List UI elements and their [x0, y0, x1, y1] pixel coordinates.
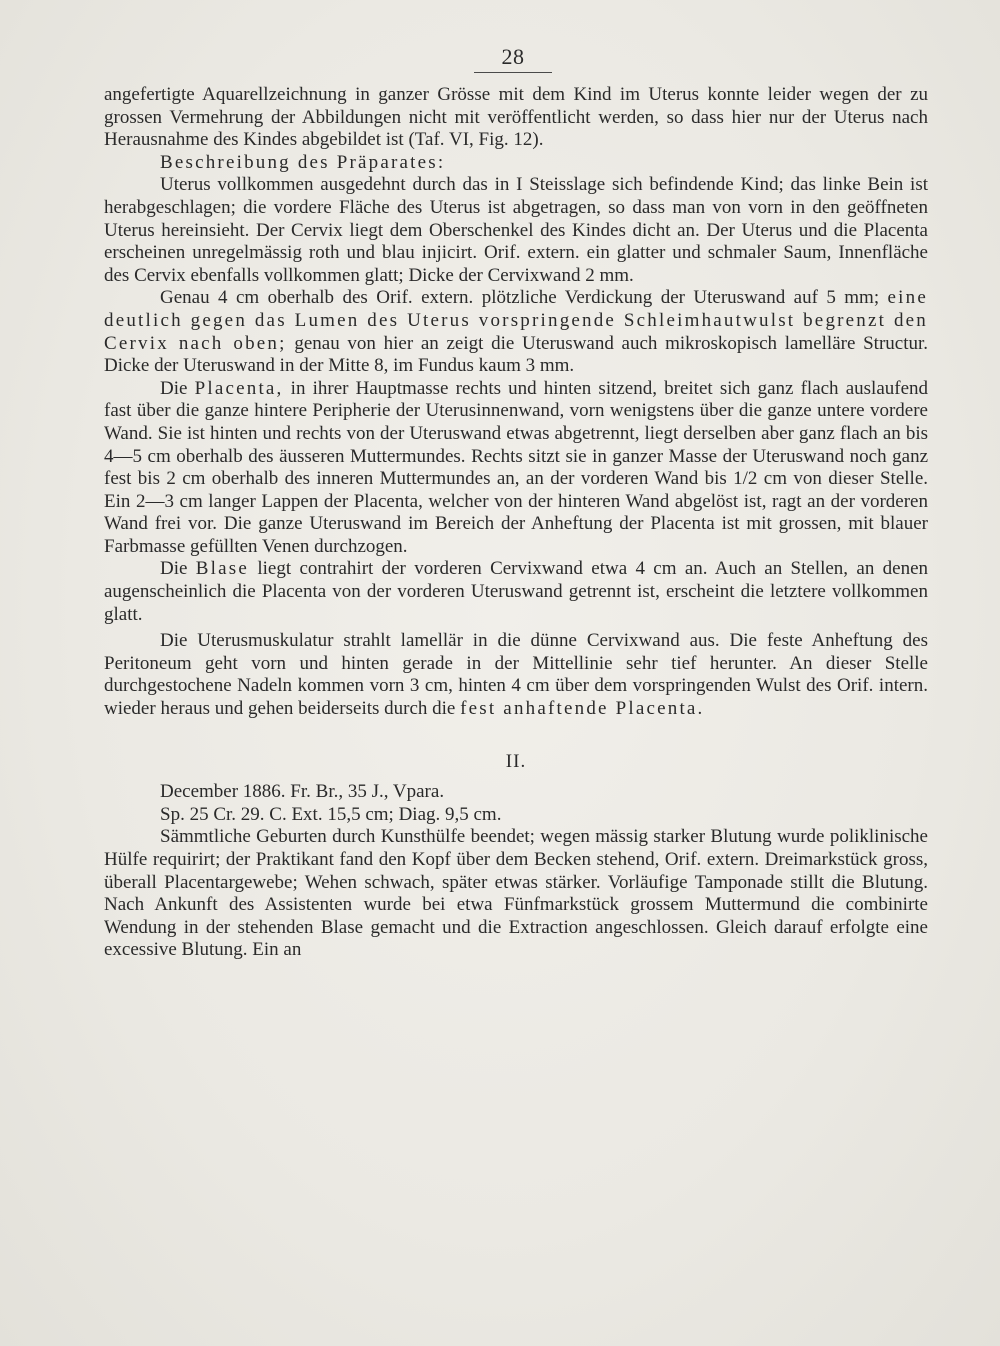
text-run: liegt contrahirt der vorderen Cervixwand etwa 4 cm an. Auch an Stellen, an denen augenscheinlich die Placenta von der vorderen Uteruswand getrennt ist, erscheint die letztere vollkommen glatt.	[104, 558, 929, 625]
text-run-spaced: Placenta,	[194, 377, 284, 399]
text-run: Die	[160, 558, 188, 580]
case-line-date: December 1886. Fr. Br., 35 J., Vpara.	[160, 781, 445, 803]
text-run: Die Uterusmuskulatur strahlt lamellär in die dünne Cervixwand aus. Die feste Anheftung des Peritoneum geht vorn und hinten gerade in der Mittellinie sehr tief herunter. An dieser Stelle durchgestochene Nadeln kommen vorn 3 cm, hinten 4 cm über dem vorspringenden Wulst des Orif. intern. wieder heraus und gehen beiderseits durch die	[104, 630, 928, 720]
page-number-rule	[474, 72, 552, 73]
case-line-measurements: Sp. 25 Cr. 29. C. Ext. 15,5 cm; Diag. 9,5 cm.	[160, 803, 502, 825]
paragraph-cervix-thickening	[104, 287, 928, 377]
text-run-spaced: fest anhaftende Placenta.	[460, 698, 705, 720]
body-text	[104, 84, 928, 962]
section-heading	[104, 152, 928, 175]
text-run: Die	[160, 377, 188, 399]
text-run: in ihrer Hauptmasse rechts und hinten sitzend, breitet sich ganz flach auslaufend fast über die ganze hintere Peripherie der Uterusinnenwand, vorn wenigstens über die ganze untere vordere Wand. Sie ist hinten und rechts von der Uteruswand etwas abgetrennt, liegt derselben aber ganz flach an bis 4—5 cm oberhalb des äusseren Muttermundes. Rechts sitzt sie in ganzer Masse der Uteruswand noch ganz fest bis 2 cm oberhalb des inneren Muttermundes an, an der vorderen Wand bis	[104, 377, 929, 490]
text-run-spaced: Blase	[195, 558, 249, 580]
fraction: 1/2	[733, 468, 758, 490]
paragraph-continuation: angefertigte Aquarellzeichnung in ganzer Grösse mit dem Kind im Uterus konnte leider wegen der zu grossen Vermehrung der Abbildungen nicht mit veröffentlicht werden, so dass hier nur der Uterus nach Herausnahme des Kindes abgebildet ist (Taf. VI, Fig. 12).	[104, 84, 928, 151]
text-run-spaced: eine deutlich gegen das Lumen des Uterus vorspringende Schleimhautwulst begrenzt den Cervix nach oben;	[104, 287, 928, 354]
paragraph-case-history: Sämmtliche Geburten durch Kunsthülfe beendet; wegen mässig starker Blutung wurde poliklinische Hülfe requirirt; der Praktikant fand den Kopf über dem Becken stehend, Orif. extern. Dreimarkstück gross, überall Placentargewebe; Wehen schwach, später etwas stärker. Vorläufige Tamponade stillt die Blutung. Nach Ankunft des Assistenten wurde bei etwa Fünfmarkstück grossem Muttermund die combinirte Wendung in der stehenden Blase gemacht und die Extraction angeschlossen. Gleich darauf erfolgte eine excessive Blutung. Ein an	[104, 826, 928, 961]
paragraph-musculature	[104, 630, 928, 720]
paragraph-uterus-description: Uterus vollkommen ausgedehnt durch das in I Steisslage sich befindende Kind; das linke Bein ist herabgeschlagen; die vordere Fläche des Uterus ist abgetragen, so dass man von vorn in den geöffneten Uterus hereinsieht. Der Cervix liegt dem Oberschenkel des Kindes dicht an. Der Uterus und die Placenta erscheinen unregelmässig roth und blau injicirt. Orif. extern. ein glatter und schmaler Saum, Innenfläche des Cervix ebenfalls vollkommen glatt; Dicke der Cervixwand 2 mm.	[104, 174, 928, 286]
text-run: genau von hier an zeigt die Uteruswand auch mikroskopisch lamelläre Structur. Dicke der Uteruswand in der Mitte 8, im Fundus kaum 3 mm.	[104, 332, 929, 377]
text-run: Genau 4 cm oberhalb des Orif. extern. plötzliche Verdickung der Uteruswand auf 5 mm;	[160, 287, 880, 309]
paragraph-placenta	[104, 378, 928, 559]
paragraph-bladder	[104, 558, 928, 626]
section-number: II.	[505, 750, 527, 772]
page-number: 28	[501, 44, 525, 69]
text-run: cm von dieser Stelle. Ein 2—3 cm langer Lappen der Placenta, welcher von der hinteren Wand abgelöst ist, ragt an der vorderen Wand frei vor. Die ganze Uteruswand im Bereich der Anheftung der Placenta ist mit grossen, mit blauer Farbmasse gefüllten Venen durchzogen.	[104, 468, 928, 557]
heading-text: Beschreibung des Präparates:	[160, 151, 446, 173]
